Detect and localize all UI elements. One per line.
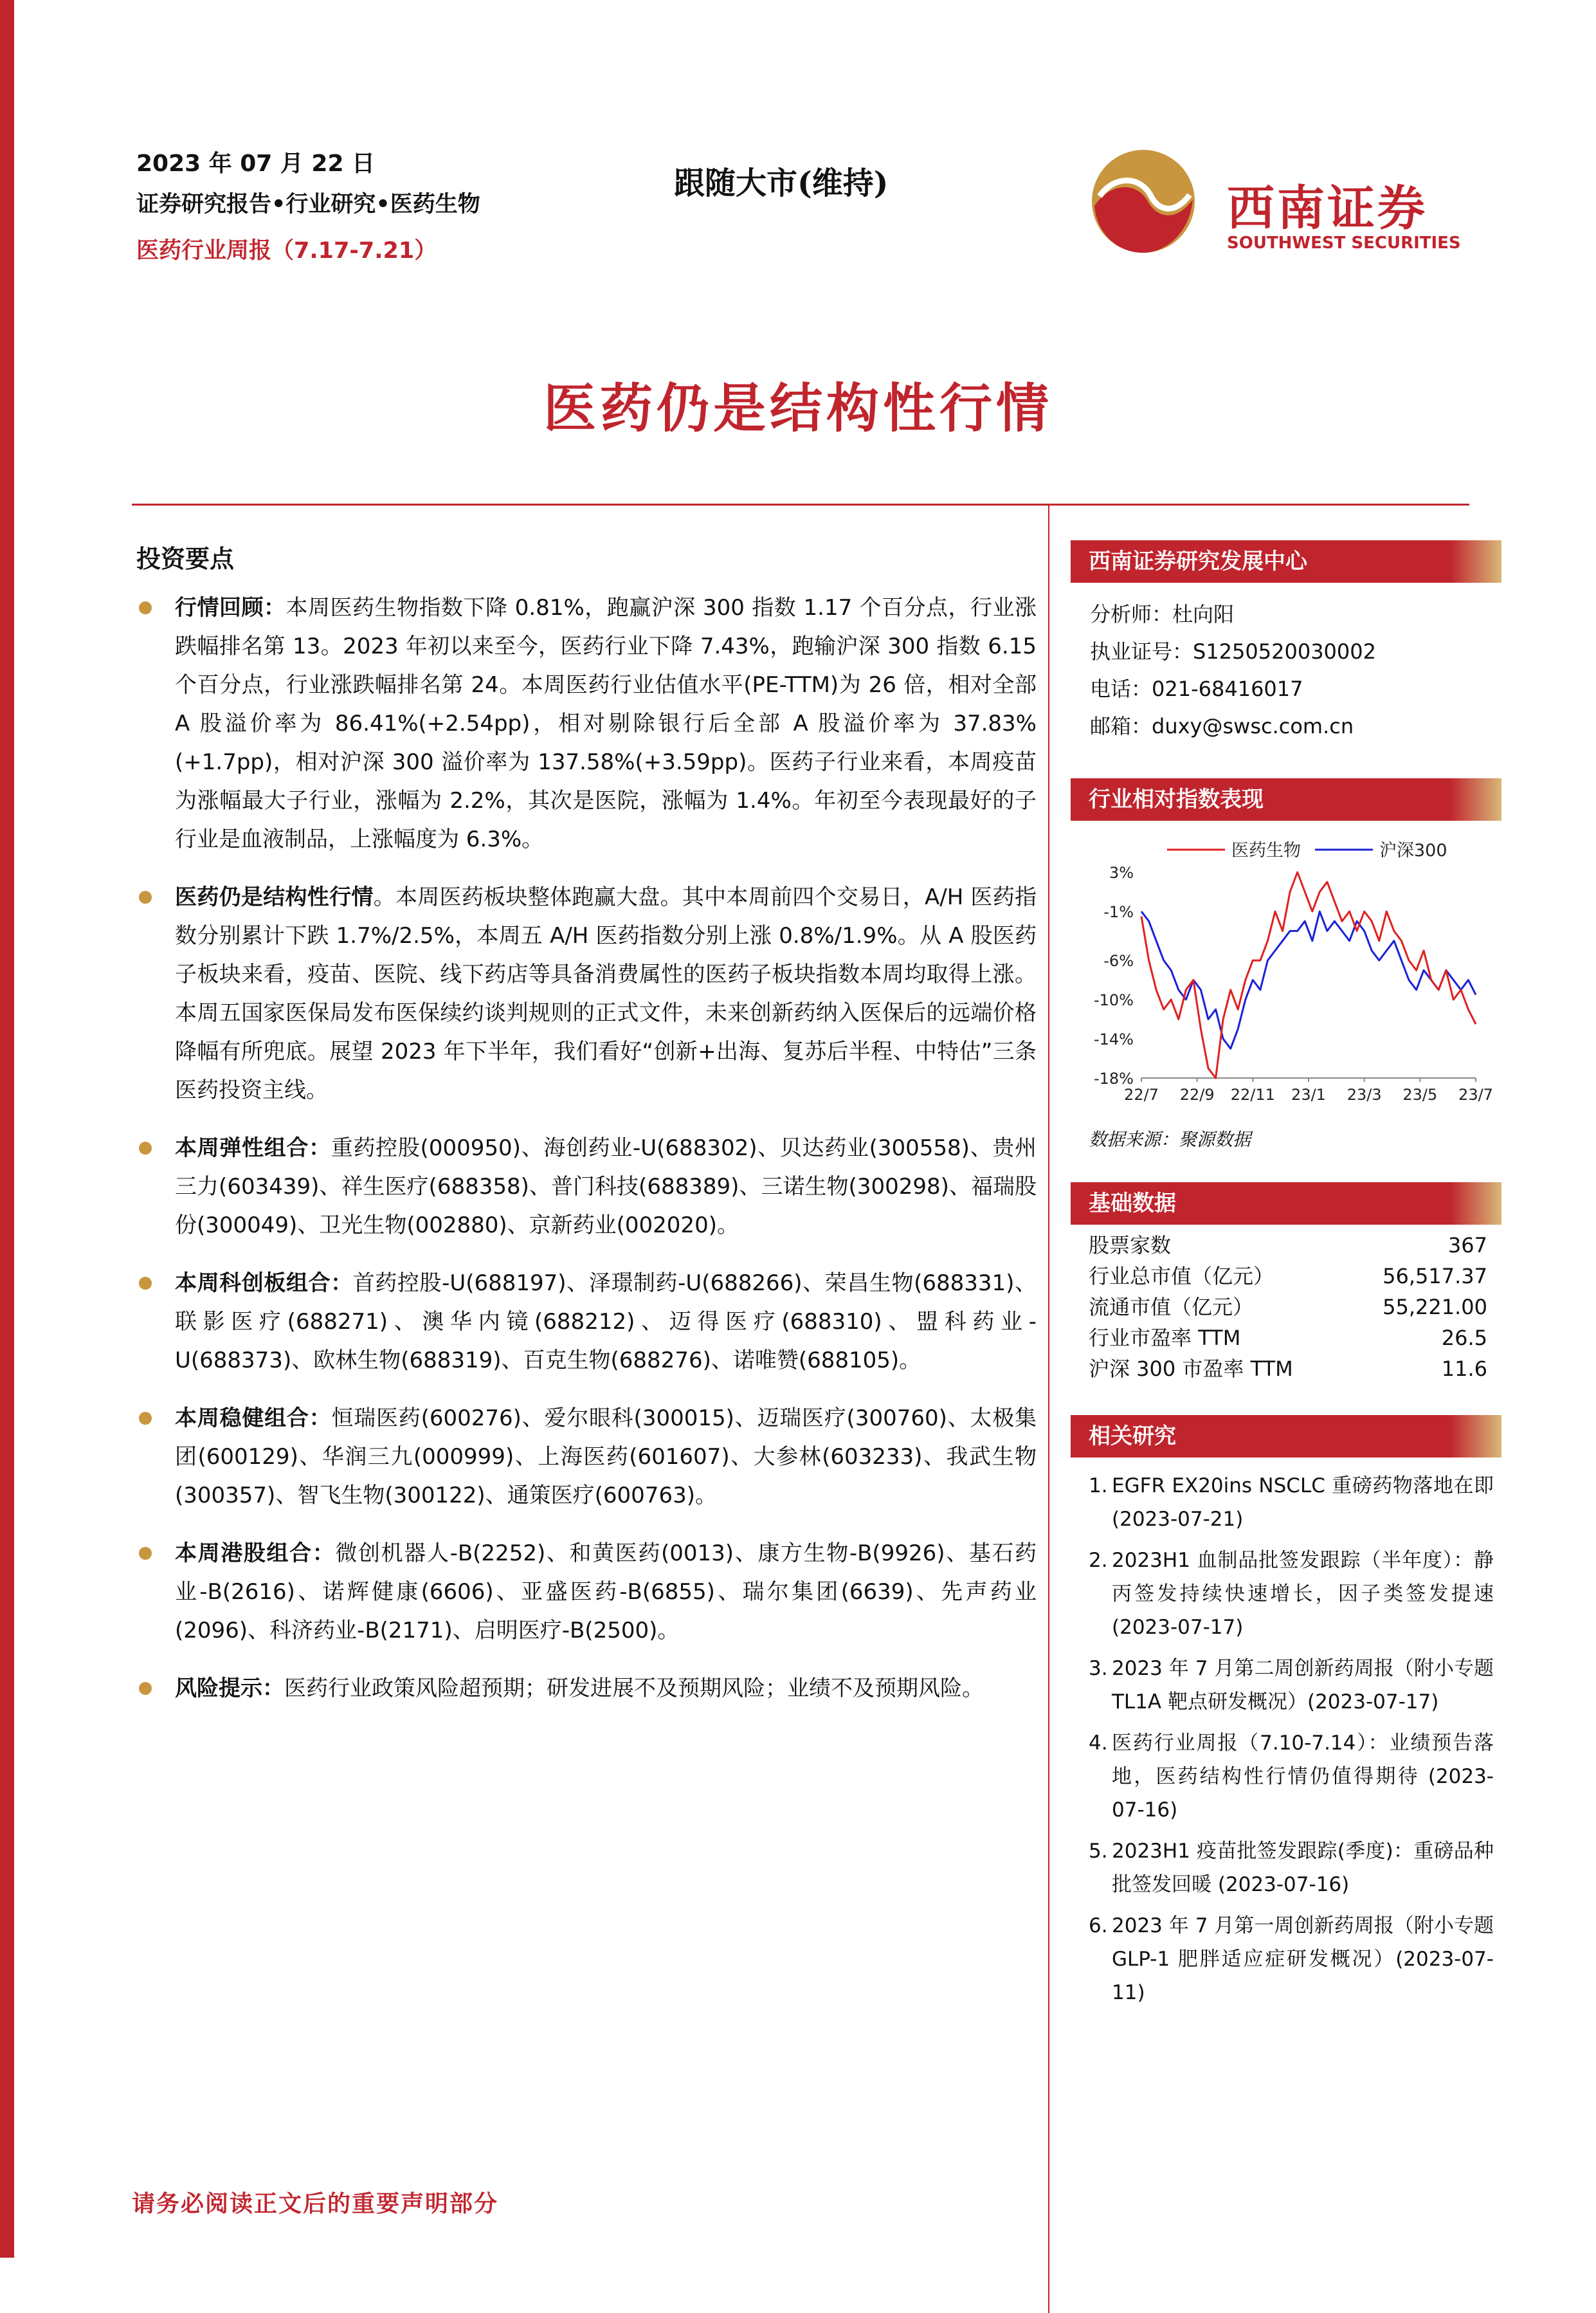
bullet-dot-icon [139, 1142, 152, 1155]
company-logo [1087, 145, 1485, 257]
analyst-panel [1071, 540, 1501, 745]
bullet-dot-icon [139, 1412, 152, 1425]
research-text: 2023 年 7 月第二周创新药周报（附小专题 TL1A 靶点研发概况）(2023-07-17) [1112, 1657, 1494, 1714]
x-tick-label: 23/1 [1291, 1086, 1326, 1104]
bullet-structural [136, 878, 1037, 1110]
bullet-text: 。本周医药板块整体跑赢大盘。其中本周前四个交易日，A/H 医药指数分别累计下跌 1.7%/2.5%，本周五 A/H 医药指数分别上涨 0.8%/1.9%。从 A 股医药子板块来看，疫苗、医院、线下药店等具备消费属性的医药子板块指数本周均取得上涨。本周五国家医保局发布医保续约谈判规则的正式文件，未来创新药纳入医保后的远端价格降幅有所兜底。展望 2023 年下半年，我们看好“创新+出海、复苏后半程、中特估”三条医药投资主线。 [175, 884, 1037, 1103]
chart-section-header: 行业相对指数表现 [1071, 778, 1501, 821]
logo-text-cn: 西南证券 [1227, 181, 1428, 236]
analyst-phone: 电话：021-68416017 [1090, 677, 1303, 701]
divider [132, 504, 1469, 506]
research-text: 2023 年 7 月第一周创新药周报（附小专题 GLP-1 肥胖适应症研发概况）(2023-07-11) [1112, 1914, 1494, 2004]
research-text: 2023H1 疫苗批签发跟踪(季度)：重磅品种批签发回暖 (2023-07-16) [1112, 1840, 1494, 1896]
basic-key: 行业市盈率 TTM [1089, 1326, 1241, 1350]
bullet-text: 首药控股-U(688197)、泽璟制药-U(688266)、荣昌生物(688331)、联影医疗(688271)、澳华内镜(688212)、迈得医疗(688310)、盟科药业-U(688373)、欧林生物(688319)、百克生物(688276)、诺唯赞(688105)。 [175, 1270, 1037, 1373]
basic-data-header: 基础数据 [1071, 1182, 1501, 1225]
bullet-head: 行情回顾： [175, 595, 286, 621]
bullet-head: 本周科创板组合： [175, 1270, 353, 1296]
report-title: 医药仍是结构性行情 [543, 378, 1053, 439]
basic-data-panel [1071, 1182, 1501, 1384]
bullet-stable-portfolio [136, 1399, 1037, 1515]
chart-source: 数据来源：聚源数据 [1089, 1129, 1251, 1150]
bullet-head: 风险提示： [175, 1676, 284, 1701]
bullet-dot-icon [139, 601, 152, 614]
basic-row-float-mktcap [1071, 1292, 1501, 1322]
bullet-text: 重药控股(000950)、海创药业-U(688302)、贝达药业(300558)、贵州三力(603439)、祥生医疗(688358)、普门科技(688389)、三诺生物(300298)、福瑞股份(300049)、卫光生物(002880)、京新药业(002020)。 [175, 1135, 1037, 1238]
basic-value: 55,221.00 [1383, 1295, 1487, 1319]
report-date: 2023 年 07 月 22 日 [136, 151, 376, 177]
research-link[interactable] [1071, 1469, 1501, 1536]
basic-value: 11.6 [1441, 1357, 1487, 1381]
chart-panel [1071, 778, 1501, 1151]
logo-emblem-icon [1087, 145, 1202, 257]
bullet-dot-icon [139, 1682, 152, 1695]
y-tick-label: 3% [1109, 864, 1134, 882]
bullet-market-review [136, 589, 1037, 859]
basic-key: 流通市值（亿元） [1089, 1295, 1254, 1319]
research-text: EGFR EX20ins NSCLC 重磅药物落地在即 (2023-07-21) [1112, 1474, 1494, 1531]
y-tick-label: -18% [1093, 1070, 1134, 1088]
bullet-text: 本周医药生物指数下降 0.81%，跑赢沪深 300 指数 1.17 个百分点，行业涨跌幅排名第 13。2023 年初以来至今，医药行业下降 7.43%，跑输沪深 300 指数 6.15 个百分点，行业涨跌幅排名第 24。本周医药行业估值水平(PE-TTM)为 26 倍，相对全部 A 股溢价率为 86.41%(+2.54pp)，相对剔除银行后全部 A 股溢价率为 37.83%(+1.7pp)，相对沪深 300 溢价率为 137.58%(+3.59pp)。医药子行业来看，本周疫苗为涨幅最大子行业，涨幅为 2.2%，其次是医院，涨幅为 1.4%。年初至今表现最好的子行业是血液制品，上涨幅度为 6.3%。 [175, 595, 1037, 852]
research-center-header: 西南证券研究发展中心 [1071, 540, 1501, 583]
bullet-hk-portfolio [136, 1534, 1037, 1650]
bullet-text: 医药行业政策风险超预期；研发进展不及预期风险；业绩不及预期风险。 [284, 1676, 984, 1701]
bullet-text: 微创机器人-B(2252)、和黄医药(0013)、康方生物-B(9926)、基石药业-B(2616)、诺辉健康(6606)、亚盛医药-B(6855)、瑞尔集团(6639)、先声药业(2096)、科济药业-B(2171)、启明医疗-B(2500)。 [175, 1540, 1037, 1643]
x-tick-label: 23/5 [1402, 1086, 1438, 1104]
analyst-name: 分析师：杜向阳 [1090, 602, 1235, 626]
x-tick-label: 22/7 [1124, 1086, 1159, 1104]
research-link[interactable] [1071, 1726, 1501, 1827]
relative-index-chart [1071, 821, 1501, 1123]
basic-row-hs300-pe [1071, 1353, 1501, 1384]
research-num: 1. [1089, 1474, 1108, 1497]
bullet-dot-icon [139, 1547, 152, 1560]
x-tick-label: 22/11 [1230, 1086, 1275, 1104]
footer-disclaimer: 请务必阅读正文后的重要声明部分 [132, 2191, 499, 2217]
y-tick-label: -14% [1093, 1030, 1134, 1049]
basic-key: 沪深 300 市盈率 TTM [1089, 1357, 1293, 1381]
basic-row-total-mktcap [1071, 1261, 1501, 1292]
legend-label: 医药生物 [1231, 841, 1301, 861]
bullet-head: 本周稳健组合： [175, 1405, 332, 1431]
basic-value: 56,517.37 [1383, 1264, 1487, 1288]
bullet-elastic-portfolio [136, 1129, 1037, 1245]
basic-key: 股票家数 [1089, 1233, 1172, 1257]
related-research-header: 相关研究 [1071, 1415, 1501, 1458]
legend-label: 沪深300 [1379, 841, 1447, 861]
research-text: 医药行业周报（7.10-7.14）：业绩预告落地，医药结构性行情仍值得期待 (2023-07-16) [1112, 1732, 1494, 1822]
column-divider [1048, 506, 1049, 2313]
bullet-dot-icon [139, 1277, 152, 1290]
research-link[interactable] [1071, 1834, 1501, 1901]
x-tick-label: 23/7 [1458, 1086, 1493, 1104]
analyst-license: 执业证号：S1250520030002 [1090, 639, 1376, 664]
section-title: 投资要点 [136, 545, 235, 573]
basic-key: 行业总市值（亿元） [1089, 1264, 1274, 1288]
research-num: 2. [1089, 1549, 1108, 1572]
analyst-email: 邮箱：duxy@swsc.com.cn [1090, 714, 1354, 738]
report-category: 证券研究报告•行业研究•医药生物 [136, 192, 480, 217]
research-link[interactable] [1071, 1909, 1501, 2009]
report-series: 医药行业周报（7.17-7.21） [136, 238, 437, 264]
bullet-head: 本周港股组合： [175, 1540, 336, 1566]
research-num: 6. [1089, 1914, 1108, 1937]
research-link[interactable] [1071, 1544, 1501, 1644]
basic-row-industry-pe [1071, 1322, 1501, 1353]
main-column [136, 539, 1037, 1727]
bullet-risk [136, 1669, 1037, 1708]
bullet-star-portfolio [136, 1264, 1037, 1380]
basic-value: 367 [1447, 1233, 1487, 1257]
bullet-text: 恒瑞医药(600276)、爱尔眼科(300015)、迈瑞医疗(300760)、太极集团(600129)、华润三九(000999)、上海医药(601607)、大参林(603233)、我武生物(300357)、智飞生物(300122)、通策医疗(600763)。 [175, 1405, 1037, 1508]
x-tick-label: 22/9 [1179, 1086, 1215, 1104]
research-link[interactable] [1071, 1652, 1501, 1719]
y-tick-label: -1% [1103, 902, 1134, 921]
research-num: 5. [1089, 1840, 1108, 1863]
basic-value: 26.5 [1441, 1326, 1487, 1350]
y-tick-label: -6% [1103, 952, 1134, 971]
bullet-head: 本周弹性组合： [175, 1135, 331, 1161]
y-tick-label: -10% [1093, 991, 1134, 1010]
related-research-panel [1071, 1415, 1501, 2017]
research-num: 4. [1089, 1732, 1108, 1755]
research-text: 2023H1 血制品批签发跟踪（半年度）：静丙签发持续快速增长，因子类签发提速 (2023-07-17) [1112, 1549, 1494, 1639]
logo-text-en: SOUTHWEST SECURITIES [1227, 233, 1461, 253]
left-accent-bar [0, 0, 14, 2258]
series-line [1141, 911, 1476, 1048]
bullet-dot-icon [139, 891, 152, 904]
industry-rating: 跟随大市(维持) [674, 165, 889, 201]
basic-row-stock-count [1071, 1230, 1501, 1261]
research-num: 3. [1089, 1657, 1108, 1680]
bullet-head: 医药仍是结构性行情 [175, 884, 374, 910]
series-line [1141, 872, 1476, 1078]
x-tick-label: 23/3 [1347, 1086, 1382, 1104]
